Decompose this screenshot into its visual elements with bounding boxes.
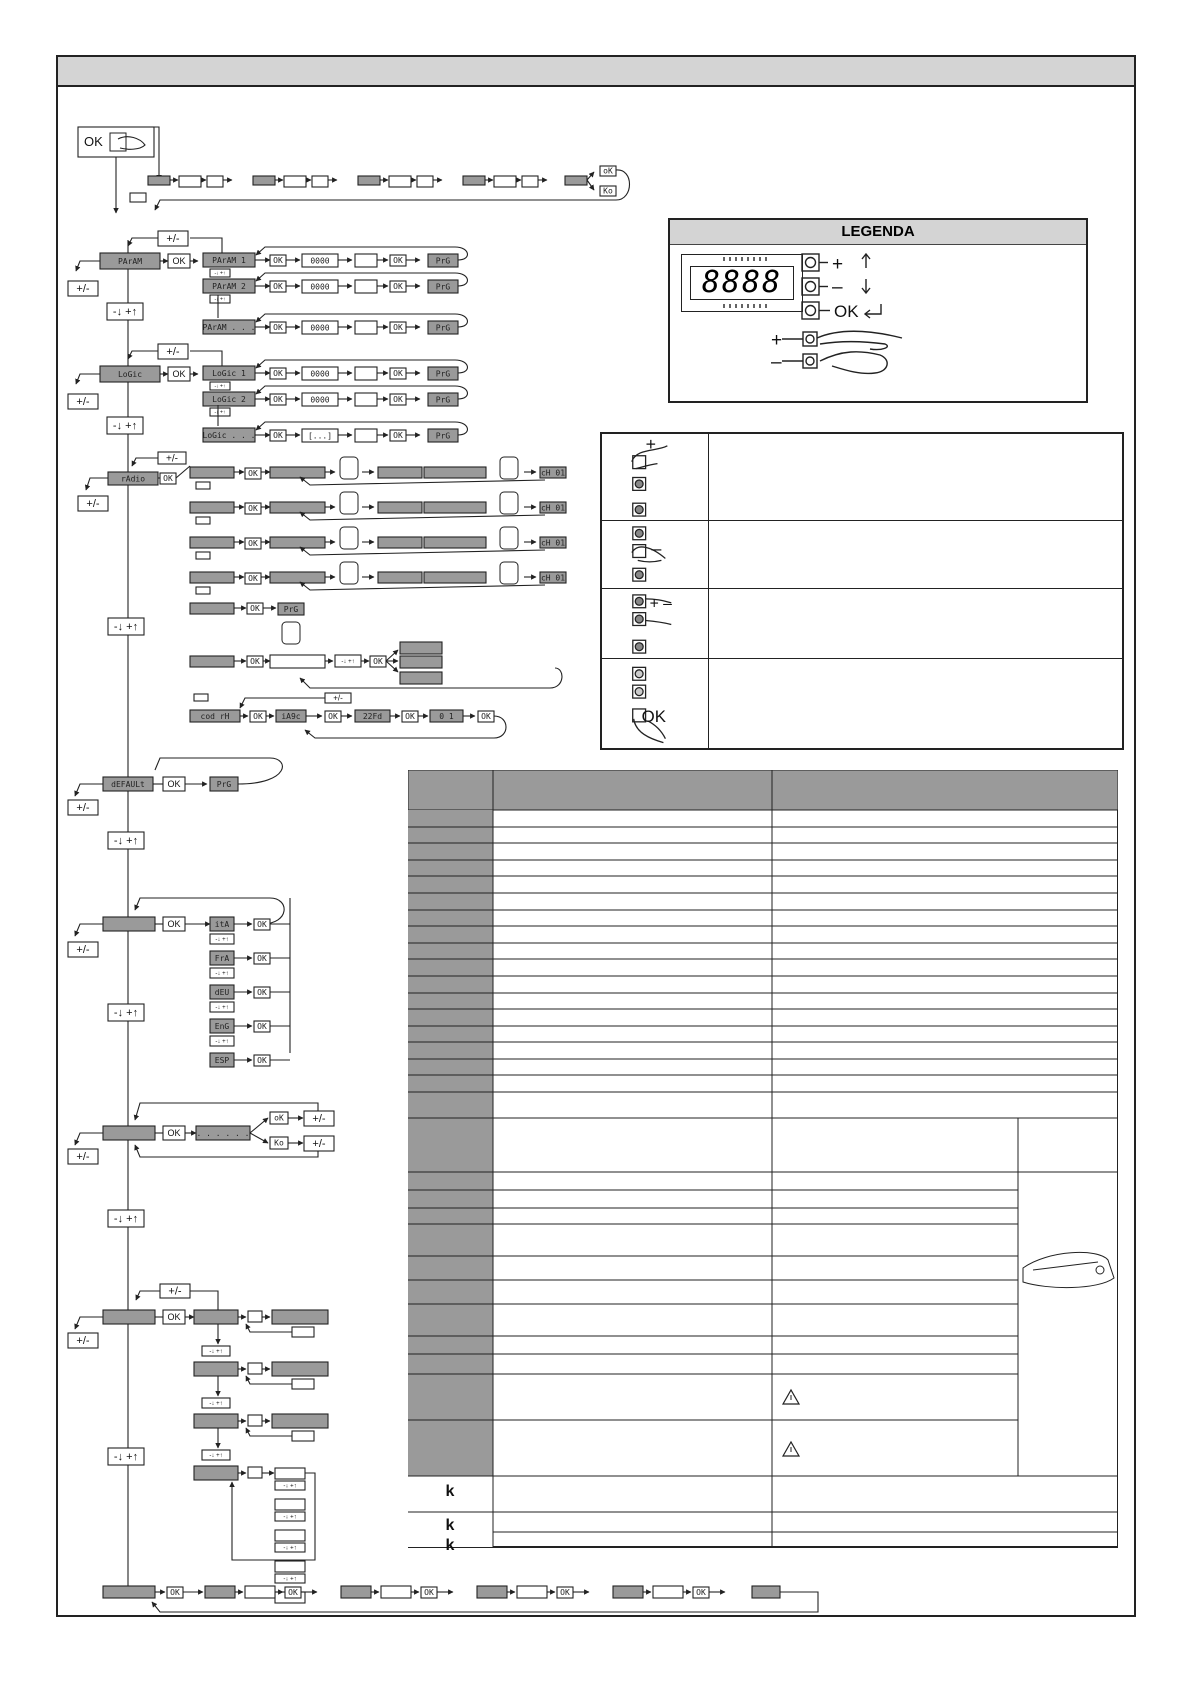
display-pair-box: [517, 1586, 547, 1598]
plus-minus-key-box-label: +/-: [168, 1285, 182, 1298]
ok-key-box-label: OK: [167, 1128, 181, 1138]
radio-step-box: [378, 467, 422, 478]
radio-step-box: [190, 537, 234, 548]
legend-panel: [668, 218, 1088, 403]
gesture-key-label: +: [645, 434, 656, 454]
small-down-up-box: [196, 517, 210, 524]
bottom-chain-box: [103, 1586, 155, 1598]
svg-text:OK: OK: [834, 302, 859, 321]
display-state-box: [148, 176, 170, 185]
small-down-up-box: [196, 552, 210, 559]
radio-step-box: [378, 502, 422, 513]
down-up-key-box-label: -↓ +↑: [113, 835, 139, 848]
test-menu-box: [103, 1126, 155, 1140]
radio-step-box: [424, 467, 486, 478]
counter-item-box: [194, 1466, 238, 1480]
svg-text:–: –: [832, 277, 843, 298]
ok-key-box-label: OK: [273, 322, 283, 332]
flow-connector: [246, 1428, 292, 1436]
flow-connector: [240, 698, 325, 708]
small-down-up-box-label: -↓ +↑: [214, 383, 226, 390]
language-option-box-label: dEU: [214, 988, 230, 997]
flow-connector: [190, 1291, 218, 1310]
ok-key-box-label: OK: [257, 1021, 267, 1031]
ok-key-box-label: OK: [405, 711, 415, 721]
press-minus-icon: [602, 521, 709, 588]
ok-key-box-label: OK: [328, 711, 338, 721]
small-down-up-box-label: -↓ +↑: [209, 1349, 223, 1355]
logic-item-box-label: LoGic 2: [212, 395, 246, 404]
small-down-up-box-label: -↓ +↑: [215, 971, 229, 977]
radio-menu-box-label: rAdio: [120, 474, 146, 484]
minus-press-icon: [803, 354, 817, 368]
plus-minus-key-box-label: +/-: [76, 396, 90, 409]
counter-value-box: [272, 1362, 328, 1376]
display-pair-box: [389, 176, 411, 187]
flow-connector: [136, 1291, 160, 1300]
small-down-up-box-label: -↓ +↑: [209, 1401, 223, 1407]
flow-connector: [128, 351, 158, 359]
table-first-column: [408, 810, 493, 1547]
bottom-chain-box: [205, 1586, 235, 1598]
remote-control-icon: [500, 562, 518, 584]
ok-key-box-label: OK: [248, 468, 258, 478]
flow-connector: [135, 1145, 318, 1157]
bottom-chain-box: [752, 1586, 780, 1598]
light-icon: [1096, 1266, 1104, 1274]
ok-key-box-label: OK: [163, 473, 173, 483]
small-down-up-box-label: -↓ +↑: [283, 1576, 297, 1583]
svg-text:+: +: [832, 254, 844, 275]
ok-key-box-label: OK: [257, 953, 267, 963]
ok-key-box-label: OK: [393, 255, 403, 265]
flow-arrow: [386, 661, 398, 672]
ko-sign-box-label: Ko: [603, 186, 613, 196]
counter-step-box: [275, 1561, 305, 1572]
legend-keys: [670, 220, 1090, 405]
ok-key-box-label: OK: [696, 1587, 706, 1597]
remote-control-icon: [340, 457, 358, 479]
down-up-key-box-label: -↓ +↑: [113, 621, 139, 634]
flow-connector: [76, 374, 100, 384]
plus-minus-key-box-label: +/-: [312, 1113, 326, 1126]
down-up-key-box-label: -↓ +↑: [113, 1213, 139, 1226]
ok-key-box-label: OK: [273, 281, 283, 291]
radio-step-box: [190, 572, 234, 583]
flow-line: [176, 466, 190, 478]
press-plus-icon: [602, 434, 709, 520]
bottom-chain-box: [613, 1586, 643, 1598]
prg-box-label: PrG: [435, 256, 451, 266]
plus-minus-key-box-label: +/-: [76, 944, 90, 957]
flow-arrow: [587, 180, 594, 190]
default-menu-box-label: dEFAULt: [111, 780, 145, 789]
flow-connector: [75, 784, 103, 796]
empty-box: [292, 1379, 314, 1389]
counter-item-box: [194, 1414, 238, 1428]
svg-text:+ –: + –: [649, 595, 672, 613]
value-box-label: 0000: [310, 323, 330, 333]
small-down-up-box-label: -↓ +↑: [214, 270, 226, 277]
parameter-table: [408, 770, 1118, 1550]
bottom-chain-box: [341, 1586, 371, 1598]
enter-arrow-icon: [866, 304, 881, 314]
plus-minus-key-box-label: +/-: [76, 283, 90, 296]
remote-control-icon: [340, 492, 358, 514]
flow-connector: [75, 924, 103, 936]
small-down-up-box-label: -↓ +↑: [283, 1514, 297, 1521]
ok-key-box-label: OK: [250, 603, 260, 613]
plus-minus-key-box-label: +/-: [76, 1335, 90, 1348]
remote-control-icon: [500, 527, 518, 549]
empty-box: [292, 1327, 314, 1337]
plus-minus-key-box-label: +/-: [166, 233, 180, 246]
param-item-box-label: PArAM 2: [212, 282, 246, 291]
flow-connector: [190, 238, 222, 253]
radio-step-box: [378, 572, 422, 583]
params-menu-box-label: PArAM: [117, 257, 143, 266]
svg-text:+: +: [771, 330, 783, 351]
counter-item-box: [194, 1362, 238, 1376]
language-option-box-label: FrA: [214, 954, 230, 963]
display-pair-box: [355, 429, 377, 442]
svg-text:–: –: [771, 352, 782, 373]
ok-key-box-label: OK: [248, 503, 258, 513]
prg-box-label: PrG: [435, 395, 451, 405]
k-symbol-icon: k: [445, 1537, 455, 1550]
radio-step-box: [270, 537, 325, 548]
counter-value-box: [272, 1310, 328, 1324]
logic-item-box-label: LoGic . . .: [202, 431, 256, 440]
display-state-box: [463, 176, 485, 185]
empty-box: [248, 1363, 262, 1374]
ok-key-box-label: OK: [167, 1312, 181, 1322]
gesture-row-minus: [602, 521, 1122, 589]
empty-box: [248, 1311, 262, 1322]
ok-key-box-label: OK: [248, 573, 258, 583]
plus-button-icon: [802, 254, 819, 271]
svg-text:OK: OK: [641, 706, 666, 726]
small-down-up-box-label: -↓ +↑: [215, 937, 229, 943]
flow-connector: [86, 478, 108, 490]
plus-minus-key-box-label: +/-: [76, 802, 90, 815]
ok-button-icon: [802, 302, 819, 319]
minus-button-icon: [802, 278, 819, 295]
display-pair-box: [355, 254, 377, 267]
small-down-up-box-label: -↓ +↑: [214, 296, 226, 303]
small-down-up-box: [196, 482, 210, 489]
radio-step-box: [424, 572, 486, 583]
ok-key-box-label: OK: [393, 430, 403, 440]
display-state-box: [253, 176, 275, 185]
ok-key-box-label: OK: [393, 394, 403, 404]
flow-connector: [190, 351, 222, 366]
radio-channel-box-label: cH 01: [540, 538, 566, 548]
language-option-box-label: EnG: [214, 1022, 230, 1031]
display-state-box: [358, 176, 380, 185]
display-pair-box: [381, 1586, 411, 1598]
plus-press-icon: [803, 332, 817, 346]
radio-option-box: [400, 656, 442, 668]
ok-key-box-label: OK: [172, 256, 186, 266]
flow-connector: [154, 127, 159, 180]
radio-step-box: [190, 502, 234, 513]
radio-option-box: [400, 642, 442, 654]
ok-key-box: [417, 176, 433, 187]
remote-control-icon: [340, 562, 358, 584]
empty-box: [248, 1467, 262, 1478]
flow-connector: [246, 1376, 292, 1384]
display-ticks: [724, 257, 766, 308]
flow-connector: [76, 261, 100, 271]
ok-key-box-label: OK: [288, 1587, 298, 1597]
radio-code-value-box-label: 22Fd: [362, 712, 383, 721]
flow-arrow: [250, 1133, 268, 1143]
small-pm-box: [130, 193, 146, 202]
display-pair-box: [179, 176, 201, 187]
ok-key-box-label: OK: [481, 711, 491, 721]
language-option-box-label: itA: [214, 920, 230, 929]
table-border: [408, 770, 1118, 1547]
flow-arrow: [386, 650, 398, 661]
flow-arrow: [587, 172, 594, 180]
radio-channel-box-label: cH 01: [540, 503, 566, 513]
plus-minus-key-box-label: +/-: [312, 1138, 326, 1151]
small-down-up-box-label: -↓ +↑: [341, 659, 355, 665]
small-down-up-box-label: -↓ +↑: [283, 1483, 297, 1490]
small-down-up-box: [196, 587, 210, 594]
button-gestures-panel: [600, 432, 1124, 750]
down-up-key-box-label: -↓ +↑: [113, 1451, 139, 1464]
ok-key-box-label: OK: [393, 368, 403, 378]
language-menu-box: [103, 917, 155, 931]
counter-step-box: [275, 1499, 305, 1510]
ok-key-box-label: OK: [250, 656, 260, 666]
remote-control-icon: [340, 527, 358, 549]
plus-minus-key-box-label: +/-: [166, 346, 180, 359]
table-header-row: [408, 770, 1118, 810]
display-pair-box: [355, 393, 377, 406]
ok-key-box-label: OK: [257, 987, 267, 997]
display-pair-box: [355, 321, 377, 334]
radio-code-value-box-label: iA9c: [281, 712, 301, 721]
plus-minus-key-box-label: +/-: [166, 453, 178, 465]
radio-code-box-label: cod rH: [200, 712, 230, 721]
empty-box: [248, 1415, 262, 1426]
display-pair-box: [494, 176, 516, 187]
flow-arrow: [250, 1118, 268, 1133]
language-option-box-label: ESP: [214, 1056, 230, 1065]
prg-box-label: PrG: [283, 605, 299, 614]
ok-key-box-label: OK: [273, 368, 283, 378]
value-box-label: 0000: [310, 369, 330, 379]
radio-step-box: [270, 655, 325, 668]
ok-key-box-label: OK: [167, 919, 181, 929]
svg-text:–: –: [651, 538, 662, 559]
press-ok-icon: [602, 659, 709, 750]
value-box-label: 0000: [310, 282, 330, 292]
param-item-box-label: PArAM . . .: [202, 323, 256, 332]
ok-key-box-label: OK: [393, 322, 403, 332]
down-up-key-box-label: -↓ +↑: [113, 1007, 139, 1020]
small-down-up-box-label: -↓ +↑: [209, 1453, 223, 1459]
test-progress-box-label: . . . . . .: [196, 1129, 250, 1138]
flow-connector: [75, 1133, 103, 1145]
radio-option-box: [400, 672, 442, 684]
radio-step-box: [424, 502, 486, 513]
prg-box-label: PrG: [435, 431, 451, 441]
gesture-row-plus: [602, 434, 1122, 521]
radio-step-box: [190, 603, 234, 614]
remote-control-icon: [282, 622, 300, 644]
ok-key-box: [207, 176, 223, 187]
ok-key-box-label: OK: [560, 1587, 570, 1597]
ok-key-box: [312, 176, 328, 187]
k-symbol-icon: k: [445, 1517, 455, 1534]
ko-sign-box-label: Ko: [274, 1138, 284, 1148]
radio-step-box: [270, 572, 325, 583]
start-ok-label: OK: [84, 134, 103, 149]
counter-step-box: [275, 1468, 305, 1479]
ok-key-box-label: OK: [248, 538, 258, 548]
value-box-label: 0000: [310, 256, 330, 266]
ok-key-box-label: OK: [253, 711, 263, 721]
ok-key-box-label: OK: [172, 369, 186, 379]
ok-key-box-label: OK: [393, 281, 403, 291]
radio-step-box: [190, 656, 234, 667]
down-up-key-box-label: -↓ +↑: [112, 420, 138, 433]
radio-step-box: [270, 467, 325, 478]
flow-connector: [128, 238, 158, 246]
flow-connector: [132, 458, 158, 466]
prg-box-label: PrG: [435, 282, 451, 292]
ok-sign-box-label: oK: [603, 166, 613, 176]
display-pair-box: [284, 176, 306, 187]
down-up-key-box-label: -↓ +↑: [112, 306, 138, 319]
finger-icon: [817, 331, 902, 349]
counter-item-box: [194, 1310, 238, 1324]
small-down-up-box-label: -↓ +↑: [215, 1005, 229, 1011]
counter-step-box: [275, 1530, 305, 1541]
k-symbol-icon: k: [445, 1483, 455, 1500]
display-state-box: [565, 176, 587, 185]
logic-item-box-label: LoGic 1: [212, 369, 246, 378]
ok-key-box-label: OK: [257, 1055, 267, 1065]
ok-key-box: [522, 176, 538, 187]
counter-menu-box: [103, 1310, 155, 1324]
small-down-up-box: [194, 694, 208, 701]
ok-key-box-label: OK: [373, 656, 383, 666]
value-box-label: [...]: [307, 431, 333, 441]
plus-minus-key-box-label: +/-: [86, 498, 100, 511]
legend-title: LEGENDA: [670, 220, 1086, 245]
flow-connector: [75, 1317, 103, 1329]
display-pair-box: [653, 1586, 683, 1598]
display-pair-box: [355, 367, 377, 380]
flow-connector: [246, 1324, 292, 1332]
param-item-box-label: PArAM 1: [212, 256, 246, 265]
ok-key-box-label: OK: [424, 1587, 434, 1597]
radio-channel-box-label: cH 01: [540, 468, 566, 478]
ok-key-box-label: OK: [273, 255, 283, 265]
ok-key-box-label: OK: [170, 1587, 180, 1597]
ok-key-box-label: OK: [257, 919, 267, 929]
ok-key-box-label: OK: [273, 430, 283, 440]
display-digits: 8888: [690, 266, 794, 300]
display-pair-box: [355, 280, 377, 293]
gesture-row-plus-minus: [602, 589, 1122, 659]
small-down-up-box-label: -↓ +↑: [283, 1545, 297, 1552]
remote-control-icon: [500, 492, 518, 514]
ok-sign-box-label: oK: [274, 1113, 284, 1123]
radio-step-box: [424, 537, 486, 548]
ok-key-box-label: OK: [167, 779, 181, 789]
radio-channel-box-label: cH 01: [540, 573, 566, 583]
press-plus-minus-icon: [602, 589, 709, 658]
prg-box-label: PrG: [435, 369, 451, 379]
radio-step-box: [378, 537, 422, 548]
plus-minus-key-box-label: +/-: [333, 693, 343, 703]
logic-menu-box-label: LoGic: [117, 370, 143, 379]
small-down-up-box-label: -↓ +↑: [215, 1039, 229, 1045]
radio-step-box: [190, 467, 234, 478]
prg-box-label: PrG: [435, 323, 451, 333]
counter-value-box: [272, 1414, 328, 1428]
prg-box-label: PrG: [216, 780, 232, 789]
display-pair-box: [245, 1586, 275, 1598]
plus-minus-key-box-label: +/-: [76, 1151, 90, 1164]
radio-step-box: [270, 502, 325, 513]
gesture-row-ok: [602, 659, 1122, 750]
bottom-chain-box: [477, 1586, 507, 1598]
small-down-up-box-label: -↓ +↑: [214, 409, 226, 416]
value-box-label: 0000: [310, 395, 330, 405]
empty-box: [292, 1431, 314, 1441]
remote-control-icon: [500, 457, 518, 479]
radio-code-value-box-label: 0 1: [439, 712, 454, 721]
ok-key-box-label: OK: [273, 394, 283, 404]
